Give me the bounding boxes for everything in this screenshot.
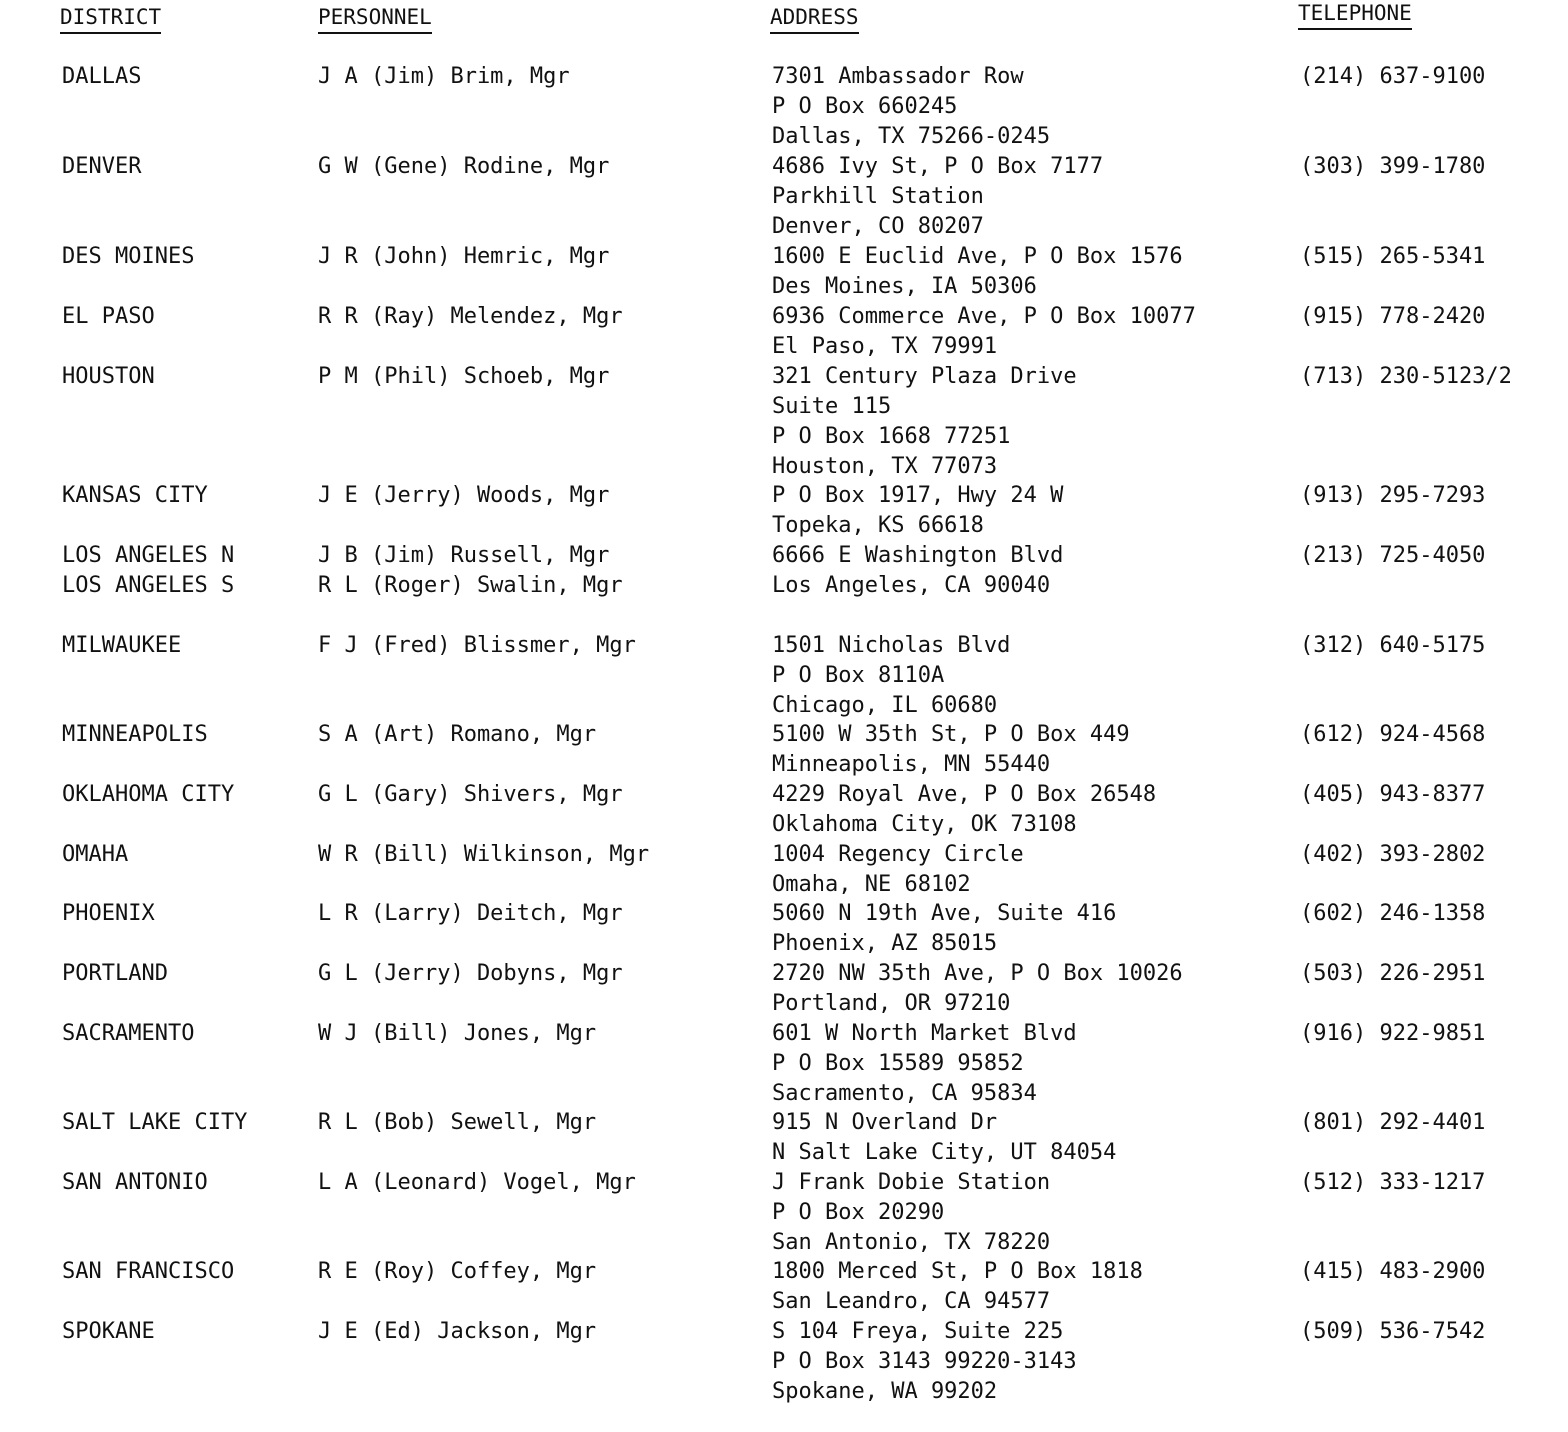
personnel-cell-line: P M (Phil) Schoeb, Mgr [318,364,610,389]
personnel-cell-line: J R (John) Hemric, Mgr [318,244,610,269]
district-cell-line: PORTLAND [62,961,168,986]
personnel-cell-line: G W (Gene) Rodine, Mgr [318,154,610,179]
personnel-cell-line: J B (Jim) Russell, Mgr [318,543,610,568]
district-cell-line: HOUSTON [62,364,155,389]
address-cell-line: 6666 E Washington Blvd [772,543,1064,568]
address-cell-line: 2720 NW 35th Ave, P O Box 10026 [772,961,1183,986]
district-cell-line: LOS ANGELES S [62,573,235,598]
district-cell-line: OMAHA [62,842,129,867]
district-cell [62,1317,155,1347]
personnel-cell [318,1168,636,1198]
header-telephone: TELEPHONE [1298,0,1412,30]
address-cell-line: 7301 Ambassador Row [772,64,1024,89]
address-cell [772,720,1130,780]
district-cell-line: DES MOINES [62,244,195,269]
address-cell-line: Omaha, NE 68102 [772,872,971,897]
address-cell [772,362,1077,482]
address-cell-line: P O Box 660245 [772,94,958,119]
address-cell [772,959,1183,1019]
district-cell [62,720,208,750]
personnel-cell [318,1257,596,1287]
telephone-cell: (303) 399-1780 [1300,154,1486,179]
district-cell-line: SAN FRANCISCO [62,1259,235,1284]
telephone-cell: (503) 226-2951 [1300,961,1486,986]
address-cell-line: P O Box 8110A [772,663,945,688]
address-cell [772,302,1196,362]
personnel-cell-line: W J (Bill) Jones, Mgr [318,1021,597,1046]
district-cell-line: KANSAS CITY [62,483,208,508]
telephone-cell: (612) 924-4568 [1300,722,1486,747]
district-cell [62,840,128,870]
personnel-cell [318,959,623,989]
personnel-cell-line: F J (Fred) Blissmer, Mgr [318,633,636,658]
district-cell [62,631,181,661]
personnel-cell-line: R R (Ray) Melendez, Mgr [318,304,623,329]
address-cell-line: El Paso, TX 79991 [772,334,998,359]
address-cell-line: 1501 Nicholas Blvd [772,633,1011,658]
address-cell-line: Des Moines, IA 50306 [772,274,1037,299]
address-cell [772,1317,1077,1407]
header-district: DISTRICT [60,2,161,34]
telephone-cell: (515) 265-5341 [1300,244,1486,269]
address-cell-line: P O Box 20290 [772,1200,945,1225]
header-personnel: PERSONNEL [318,2,432,34]
address-cell [772,481,1063,541]
personnel-cell [318,302,623,332]
address-cell-line: Los Angeles, CA 90040 [772,573,1051,598]
personnel-cell [318,541,623,601]
telephone-cell: (512) 333-1217 [1300,1170,1486,1195]
district-cell-line: DENVER [62,154,142,179]
district-cell [62,1168,208,1198]
address-cell [772,1257,1143,1317]
address-cell-line: Parkhill Station [772,184,984,209]
address-cell-line: 4686 Ivy St, P O Box 7177 [772,154,1104,179]
district-cell [62,541,234,601]
address-cell-line: Suite 115 [772,394,892,419]
address-cell-line: 4229 Royal Ave, P O Box 26548 [772,782,1157,807]
address-cell-line: San Antonio, TX 78220 [772,1230,1051,1255]
personnel-cell [318,631,636,661]
address-cell [772,631,1010,721]
personnel-cell-line: R L (Bob) Sewell, Mgr [318,1110,597,1135]
telephone-cell: (415) 483-2900 [1300,1259,1486,1284]
personnel-cell-line: J E (Jerry) Woods, Mgr [318,483,610,508]
address-cell-line: Portland, OR 97210 [772,991,1011,1016]
personnel-cell-line: L A (Leonard) Vogel, Mgr [318,1170,636,1195]
address-cell [772,840,1024,900]
district-cell-line: PHOENIX [62,901,155,926]
district-cell-line: SAN ANTONIO [62,1170,208,1195]
address-cell [772,1019,1077,1109]
district-cell [62,959,168,989]
district-cell-line: MINNEAPOLIS [62,722,208,747]
address-cell-line: San Leandro, CA 94577 [772,1289,1051,1314]
personnel-cell-line: R L (Roger) Swalin, Mgr [318,573,623,598]
personnel-cell [318,720,596,750]
address-cell-line: N Salt Lake City, UT 84054 [772,1140,1117,1165]
address-cell-line: P O Box 3143 99220-3143 [772,1349,1077,1374]
district-cell [62,899,155,929]
address-cell-line: Oklahoma City, OK 73108 [772,812,1077,837]
personnel-cell-line: R E (Roy) Coffey, Mgr [318,1259,597,1284]
district-cell-line: EL PASO [62,304,155,329]
address-cell-line: Sacramento, CA 95834 [772,1081,1037,1106]
telephone-cell: (402) 393-2802 [1300,842,1486,867]
address-cell-line: Chicago, IL 60680 [772,693,998,718]
address-cell-line: 601 W North Market Blvd [772,1021,1077,1046]
address-cell-line: 1600 E Euclid Ave, P O Box 1576 [772,244,1183,269]
district-cell [62,242,194,272]
personnel-cell [318,62,570,92]
personnel-cell-line: S A (Art) Romano, Mgr [318,722,597,747]
personnel-cell-line: W R (Bill) Wilkinson, Mgr [318,842,650,867]
address-cell-line: Denver, CO 80207 [772,214,984,239]
personnel-cell [318,780,623,810]
address-cell-line: S 104 Freya, Suite 225 [772,1319,1064,1344]
address-cell [772,152,1103,242]
district-cell [62,1257,234,1287]
district-cell-line: OKLAHOMA CITY [62,782,235,807]
personnel-cell-line: L R (Larry) Deitch, Mgr [318,901,623,926]
personnel-cell [318,242,609,272]
address-cell [772,899,1116,959]
district-cell [62,152,141,182]
personnel-cell-line: J E (Ed) Jackson, Mgr [318,1319,597,1344]
personnel-cell-line: G L (Gary) Shivers, Mgr [318,782,623,807]
address-cell-line: P O Box 1668 77251 [772,424,1011,449]
address-cell [772,62,1050,152]
telephone-cell: (312) 640-5175 [1300,633,1486,658]
district-cell-line: LOS ANGELES N [62,543,235,568]
district-cell-line: DALLAS [62,64,142,89]
address-cell-line: Minneapolis, MN 55440 [772,752,1051,777]
district-cell [62,481,208,511]
address-cell [772,1108,1116,1168]
personnel-cell [318,481,609,511]
telephone-cell: (213) 725-4050 [1300,543,1486,568]
personnel-cell [318,152,609,182]
telephone-cell: (602) 246-1358 [1300,901,1486,926]
personnel-cell [318,1019,596,1049]
telephone-cell: (713) 230-5123/2 [1300,364,1512,389]
district-cell [62,362,155,392]
personnel-cell [318,899,623,929]
district-cell [62,780,234,810]
address-cell-line: Dallas, TX 75266-0245 [772,124,1051,149]
district-cell-line: SPOKANE [62,1319,155,1344]
telephone-cell: (214) 637-9100 [1300,64,1486,89]
telephone-cell: (913) 295-7293 [1300,483,1486,508]
district-cell-line: SACRAMENTO [62,1021,195,1046]
address-cell-line: P O Box 15589 95852 [772,1051,1024,1076]
address-cell-line: Phoenix, AZ 85015 [772,931,998,956]
telephone-cell: (405) 943-8377 [1300,782,1486,807]
address-cell [772,1168,1050,1258]
telephone-cell: (801) 292-4401 [1300,1110,1486,1135]
telephone-cell: (509) 536-7542 [1300,1319,1486,1344]
personnel-cell [318,1108,596,1138]
personnel-cell [318,362,609,392]
address-cell-line: 5060 N 19th Ave, Suite 416 [772,901,1117,926]
address-cell [772,242,1183,302]
address-cell [772,780,1156,840]
address-cell-line: 6936 Commerce Ave, P O Box 10077 [772,304,1196,329]
telephone-cell: (916) 922-9851 [1300,1021,1486,1046]
district-cell [62,1019,194,1049]
address-cell-line: Houston, TX 77073 [772,454,998,479]
district-cell [62,1108,247,1138]
address-cell [772,541,1063,601]
address-cell-line: 321 Century Plaza Drive [772,364,1077,389]
personnel-cell-line: G L (Jerry) Dobyns, Mgr [318,961,623,986]
address-cell-line: J Frank Dobie Station [772,1170,1051,1195]
address-cell-line: 1004 Regency Circle [772,842,1024,867]
personnel-cell [318,840,649,870]
telephone-cell: (915) 778-2420 [1300,304,1486,329]
district-cell-line: SALT LAKE CITY [62,1110,248,1135]
district-cell-line: MILWAUKEE [62,633,182,658]
address-cell-line: P O Box 1917, Hwy 24 W [772,483,1064,508]
address-cell-line: 915 N Overland Dr [772,1110,998,1135]
address-cell-line: 5100 W 35th St, P O Box 449 [772,722,1130,747]
address-cell-line: Topeka, KS 66618 [772,513,984,538]
personnel-cell-line: J A (Jim) Brim, Mgr [318,64,570,89]
header-address: ADDRESS [770,2,859,34]
address-cell-line: 1800 Merced St, P O Box 1818 [772,1259,1143,1284]
address-cell-line: Spokane, WA 99202 [772,1379,998,1404]
district-cell [62,302,155,332]
district-cell [62,62,141,92]
personnel-cell [318,1317,596,1347]
